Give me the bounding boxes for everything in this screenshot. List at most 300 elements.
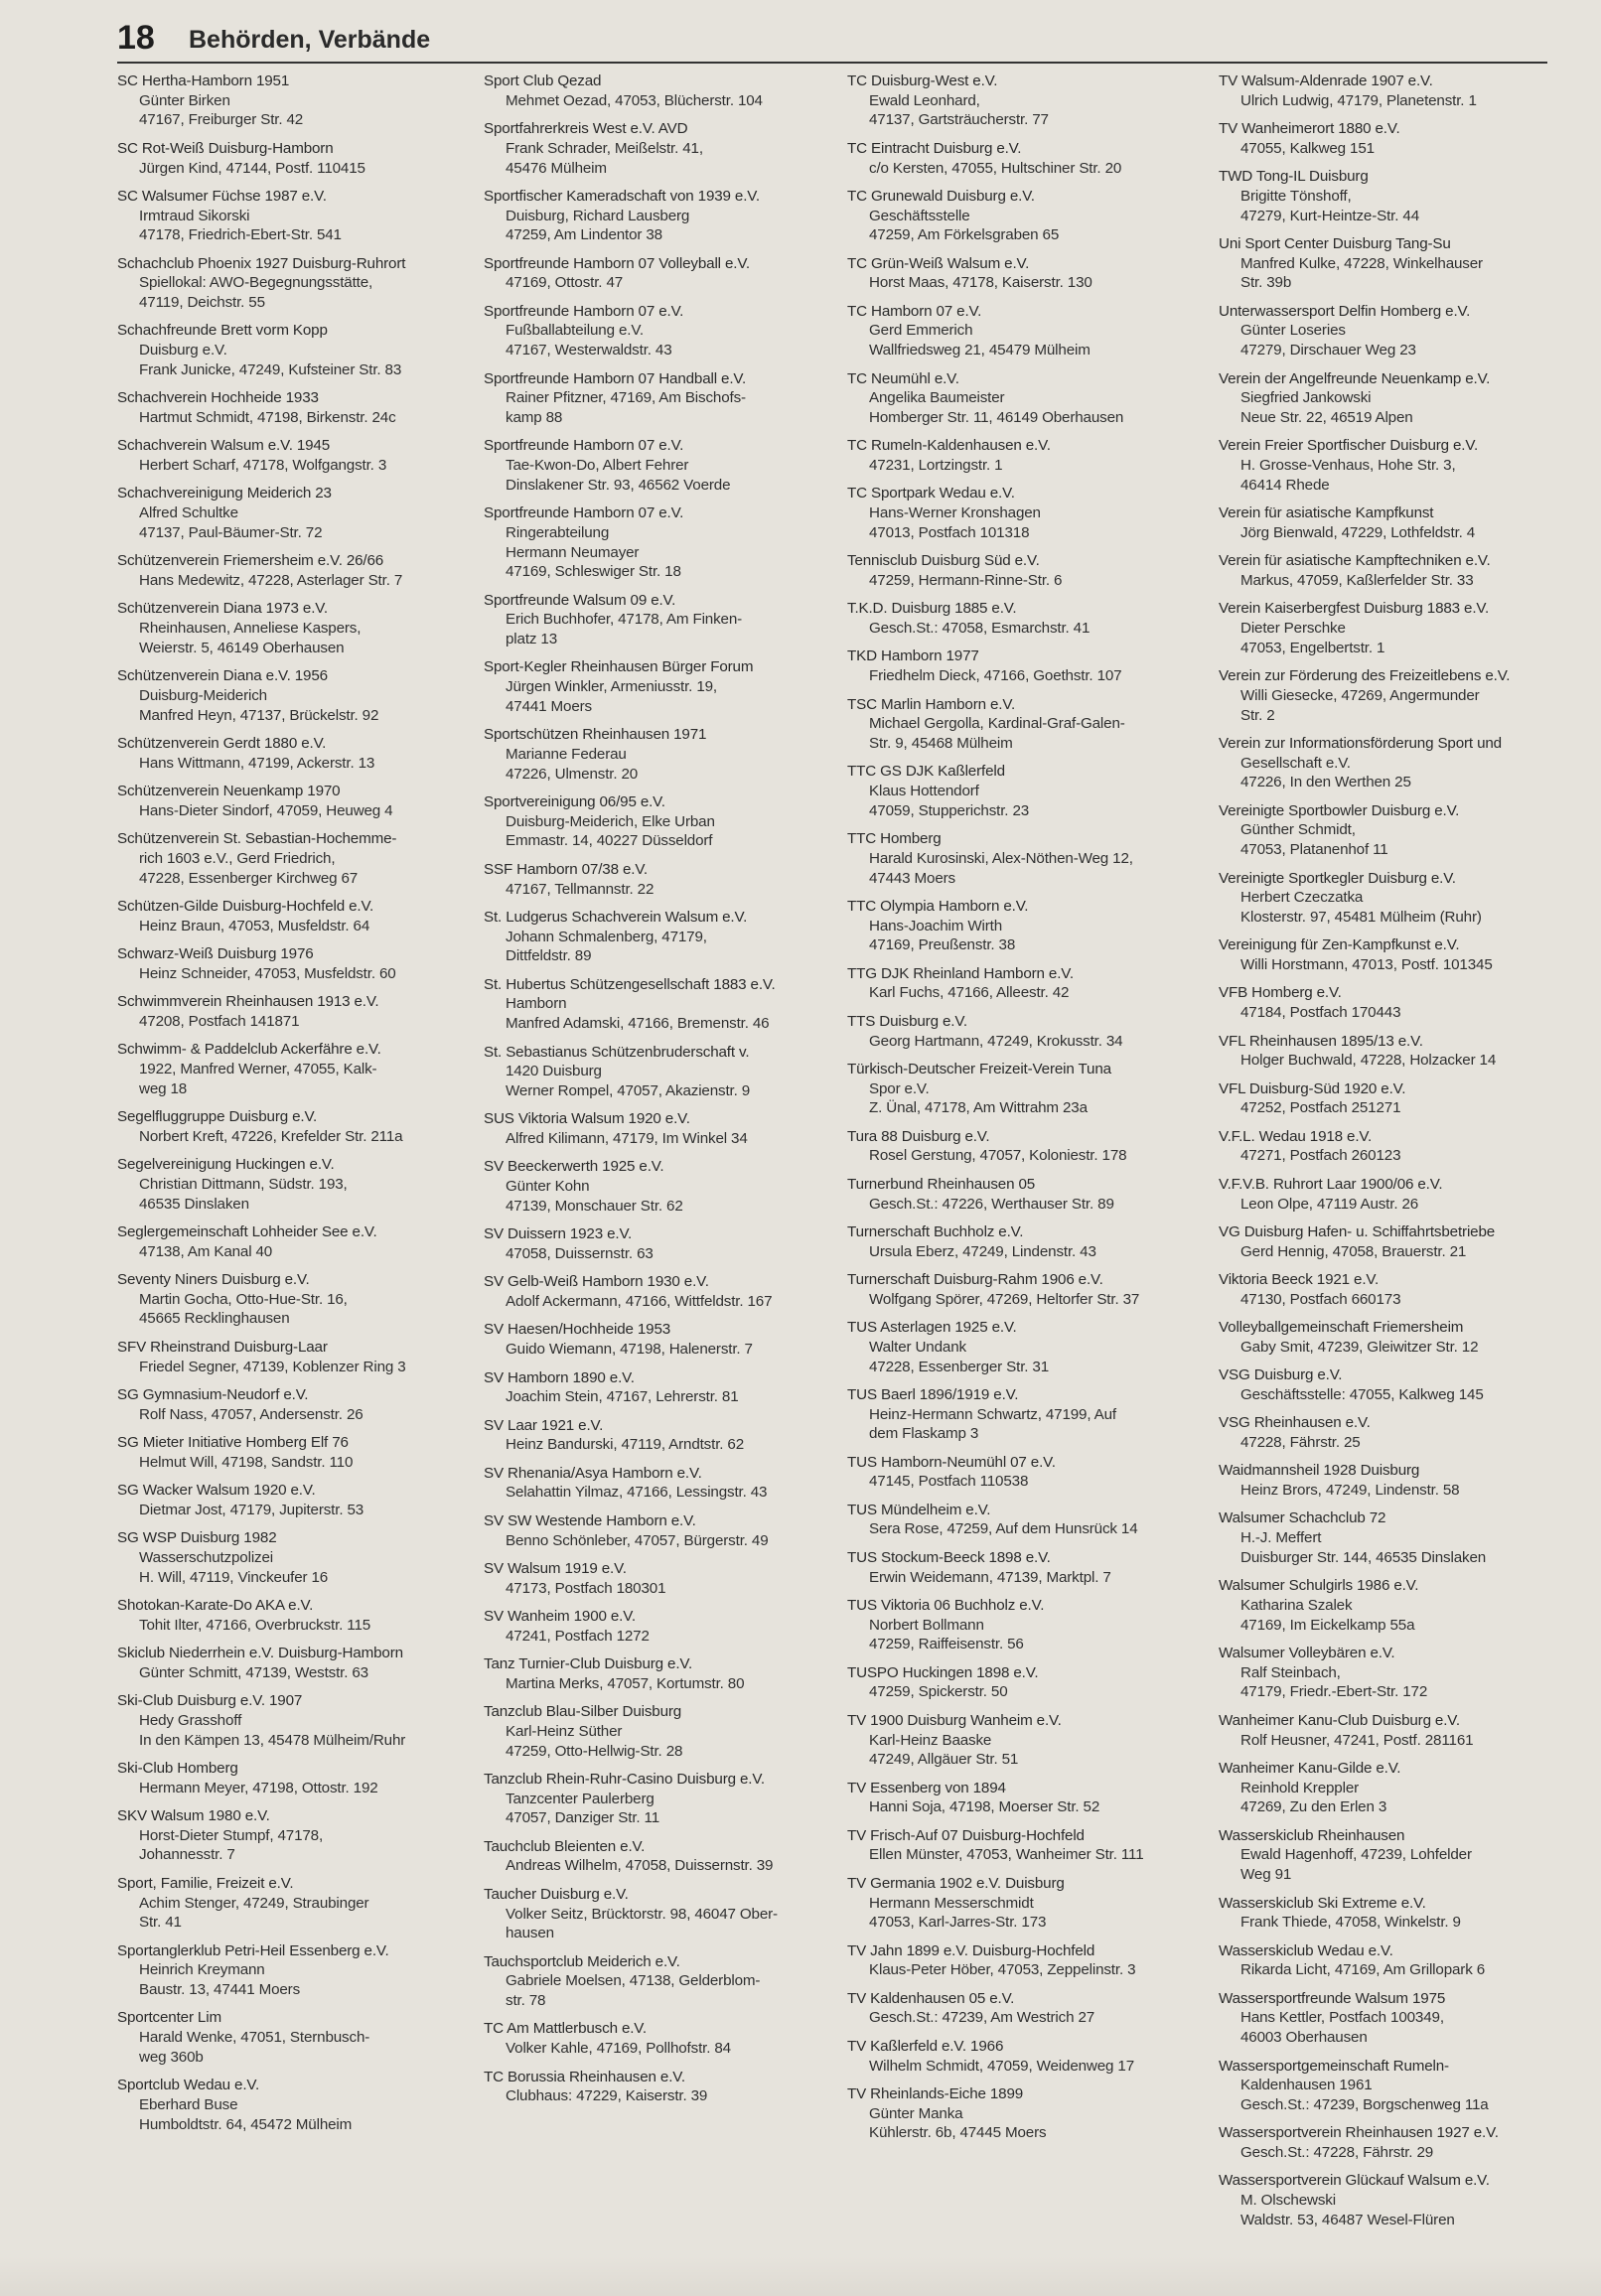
directory-entry — [847, 695, 1195, 754]
organization-name: Schützen-Gilde Duisburg-Hochfeld e.V. — [117, 897, 374, 915]
entry-detail-line: Gesch.St.: 47239, Am Westrich 27 — [869, 2009, 1095, 2027]
directory-entry — [484, 1272, 831, 1311]
entry-detail-line: Wilhelm Schmidt, 47059, Weidenweg 17 — [869, 2057, 1134, 2075]
organization-name: Sportfischer Kameradschaft von 1939 e.V. — [484, 187, 760, 205]
entry-detail-line: Hans-Dieter Sindorf, 47059, Heuweg 4 — [139, 801, 393, 819]
directory-entry — [117, 1691, 465, 1750]
entry-detail-line: 1922, Manfred Werner, 47055, Kalk- — [139, 1060, 377, 1077]
organization-name: TUS Stockum-Beeck 1898 e.V. — [847, 1548, 1051, 1566]
entry-detail-line: weg 360b — [139, 2048, 204, 2066]
organization-name: SV Walsum 1919 e.V. — [484, 1559, 627, 1577]
organization-name: Walsumer Schachclub 72 — [1219, 1509, 1386, 1527]
directory-entry — [1219, 1576, 1566, 1635]
entry-detail-line: Dieter Perschke — [1240, 620, 1346, 638]
directory-entry — [117, 321, 465, 379]
organization-name: SFV Rheinstrand Duisburg-Laar — [117, 1338, 328, 1356]
entry-detail-line: Karl-Heinz Süther — [506, 1722, 623, 1740]
entry-detail-line: Horst-Dieter Stumpf, 47178, — [139, 1826, 324, 1844]
organization-name: Tanzclub Blau-Silber Duisburg — [484, 1703, 682, 1721]
entry-detail-line: Gesch.St.: 47239, Borgschenweg 11a — [1240, 2095, 1489, 2113]
organization-name: SV Gelb-Weiß Hamborn 1930 e.V. — [484, 1273, 709, 1291]
entry-detail-line: Benno Schönleber, 47057, Bürgerstr. 49 — [506, 1531, 769, 1549]
entry-detail-line: 46535 Dinslaken — [139, 1195, 249, 1213]
directory-entry — [484, 591, 831, 649]
directory-entry — [1219, 599, 1566, 657]
entry-detail-line: Hans Wittmann, 47199, Ackerstr. 13 — [139, 754, 375, 772]
entry-detail-line: Hans Medewitz, 47228, Asterlager Str. 7 — [139, 571, 403, 589]
entry-detail-line: 47226, Ulmenstr. 20 — [506, 765, 639, 783]
directory-entry — [117, 388, 465, 427]
organization-name: TC Borussia Rheinhausen e.V. — [484, 2068, 685, 2085]
section-title: Behörden, Verbände — [189, 26, 431, 54]
organization-name: Sportvereinigung 06/95 e.V. — [484, 793, 665, 811]
entry-detail-line: Heinz Schneider, 47053, Musfeldstr. 60 — [139, 964, 396, 982]
entry-detail-line: Guido Wiemann, 47198, Halenerstr. 7 — [506, 1341, 753, 1359]
entry-detail-line: Humboldtstr. 64, 45472 Mülheim — [139, 2115, 353, 2133]
entry-detail-line: 47259, Raiffeisenstr. 56 — [869, 1636, 1024, 1653]
organization-name: Schachverein Walsum e.V. 1945 — [117, 437, 331, 455]
organization-name: TC Grunewald Duisburg e.V. — [847, 187, 1035, 205]
organization-name: Sportcenter Lim — [117, 2009, 221, 2027]
entry-detail-line: Rikarda Licht, 47169, Am Grillopark 6 — [1240, 1961, 1486, 1979]
directory-entry — [484, 1702, 831, 1761]
directory-column-3 — [847, 72, 1195, 2152]
organization-name: Tauchsportclub Meiderich e.V. — [484, 1952, 680, 1970]
directory-entry — [484, 369, 831, 428]
organization-name: TUS Hamborn-Neumühl 07 e.V. — [847, 1453, 1056, 1471]
entry-detail-line: 47179, Friedr.-Ebert-Str. 172 — [1240, 1683, 1428, 1701]
entry-detail-line: Str. 2 — [1240, 706, 1275, 724]
organization-name: SV Rhenania/Asya Hamborn e.V. — [484, 1464, 702, 1482]
organization-name: Turnerschaft Buchholz e.V. — [847, 1222, 1024, 1240]
directory-entry — [117, 734, 465, 773]
organization-name: Waidmannsheil 1928 Duisburg — [1219, 1462, 1420, 1480]
organization-name: Vereinigung für Zen-Kampfkunst e.V. — [1219, 936, 1460, 954]
entry-detail-line: 47137, Paul-Bäumer-Str. 72 — [139, 523, 323, 541]
directory-entry — [847, 1060, 1195, 1118]
directory-entry — [847, 551, 1195, 590]
organization-name: Sport Club Qezad — [484, 72, 602, 89]
organization-name: Seglergemeinschaft Lohheider See e.V. — [117, 1222, 377, 1240]
entry-detail-line: Ewald Hagenhoff, 47239, Lohfelder — [1240, 1846, 1472, 1864]
directory-entry — [847, 254, 1195, 293]
directory-entry — [117, 1433, 465, 1472]
entry-detail-line: 47169, Preußenstr. 38 — [869, 936, 1016, 954]
directory-entry — [484, 1224, 831, 1263]
entry-detail-line: Hermann Meyer, 47198, Ottostr. 192 — [139, 1779, 378, 1796]
directory-entry — [1219, 1711, 1566, 1750]
organization-name: TUSPO Huckingen 1898 e.V. — [847, 1663, 1039, 1681]
directory-entry — [1219, 1989, 1566, 2048]
organization-name: Wasserskiclub Wedau e.V. — [1219, 1941, 1393, 1959]
directory-entry — [117, 551, 465, 590]
entry-detail-line: Markus, 47059, Kaßlerfelder Str. 33 — [1240, 571, 1474, 589]
entry-detail-line: Jürgen Winkler, Armeniusstr. 19, — [506, 678, 717, 696]
entry-detail-line: 47057, Danziger Str. 11 — [506, 1809, 659, 1827]
entry-detail-line: kamp 88 — [506, 408, 563, 426]
directory-entry — [1219, 1127, 1566, 1166]
directory-entry — [847, 484, 1195, 542]
directory-entry — [1219, 666, 1566, 725]
organization-name: Vereinigte Sportbowler Duisburg e.V. — [1219, 801, 1460, 819]
directory-entry — [117, 1385, 465, 1424]
directory-entry — [484, 1607, 831, 1646]
entry-detail-line: 45476 Mülheim — [506, 159, 607, 177]
organization-name: Ski-Club Duisburg e.V. 1907 — [117, 1692, 303, 1710]
entry-detail-line: Spiellokal: AWO-Begegnungsstätte, — [139, 274, 373, 292]
directory-entry — [1219, 1894, 1566, 1933]
directory-entry — [847, 964, 1195, 1003]
entry-detail-line: 47173, Postfach 180301 — [506, 1579, 666, 1597]
directory-entry — [117, 484, 465, 542]
organization-name: TC Rumeln-Kaldenhausen e.V. — [847, 437, 1051, 455]
entry-detail-line: Spor e.V. — [869, 1079, 930, 1097]
entry-detail-line: Rheinhausen, Anneliese Kaspers, — [139, 620, 362, 638]
organization-name: Schachfreunde Brett vorm Kopp — [117, 322, 328, 340]
organization-name: Wassersportfreunde Walsum 1975 — [1219, 1989, 1446, 2007]
organization-name: Schützenverein Friemersheim e.V. 26/66 — [117, 552, 384, 570]
entry-detail-line: Günter Kohn — [506, 1178, 590, 1196]
directory-entry — [117, 829, 465, 888]
entry-detail-line: 47138, Am Kanal 40 — [139, 1242, 273, 1260]
organization-name: TV Wanheimerort 1880 e.V. — [1219, 120, 1400, 138]
entry-detail-line: Hamborn — [506, 995, 567, 1013]
organization-name: Wanheimer Kanu-Club Duisburg e.V. — [1219, 1711, 1460, 1729]
organization-name: TKD Hamborn 1977 — [847, 647, 979, 665]
directory-entry — [117, 1155, 465, 1214]
entry-detail-line: Gesch.St.: 47226, Werthauser Str. 89 — [869, 1195, 1114, 1213]
organization-name: Vereinigte Sportkegler Duisburg e.V. — [1219, 869, 1456, 887]
entry-detail-line: Hanni Soja, 47198, Moerser Str. 52 — [869, 1798, 1100, 1816]
entry-detail-line: Norbert Bollmann — [869, 1616, 984, 1634]
organization-name: TV Germania 1902 e.V. Duisburg — [847, 1874, 1065, 1892]
entry-detail-line: Rainer Pfitzner, 47169, Am Bischofs- — [506, 389, 746, 407]
directory-entry — [847, 1270, 1195, 1309]
entry-detail-line: M. Olschewski — [1240, 2192, 1336, 2210]
organization-name: Schützenverein St. Sebastian-Hochemme- — [117, 830, 397, 848]
organization-name: Wassersportgemeinschaft Rumeln- — [1219, 2057, 1449, 2075]
entry-detail-line: Michael Gergolla, Kardinal-Graf-Galen- — [869, 715, 1125, 733]
entry-detail-line: Wasserschutzpolizei — [139, 1548, 274, 1566]
entry-detail-line: Hermann Neumayer — [506, 543, 640, 561]
entry-detail-line: Rolf Nass, 47057, Andersenstr. 26 — [139, 1405, 364, 1423]
organization-name: Verein für asiatische Kampfkunst — [1219, 504, 1434, 522]
organization-name: SV Hamborn 1890 e.V. — [484, 1368, 635, 1386]
entry-detail-line: Herbert Czeczatka — [1240, 889, 1364, 907]
organization-name: SSF Hamborn 07/38 e.V. — [484, 860, 648, 878]
entry-detail-line: Ellen Münster, 47053, Wanheimer Str. 111 — [869, 1846, 1144, 1864]
directory-entry — [484, 1952, 831, 2011]
directory-entry — [1219, 734, 1566, 792]
organization-name: Tauchclub Bleienten e.V. — [484, 1837, 646, 1855]
entry-detail-line: Ursula Eberz, 47249, Lindenstr. 43 — [869, 1242, 1096, 1260]
entry-detail-line: 47228, Essenberger Kirchweg 67 — [139, 869, 359, 887]
directory-entry — [484, 1559, 831, 1598]
entry-detail-line: Emmastr. 14, 40227 Düsseldorf — [506, 832, 713, 850]
entry-detail-line: Katharina Szalek — [1240, 1596, 1353, 1614]
entry-detail-line: Jörg Bienwald, 47229, Lothfeldstr. 4 — [1240, 523, 1476, 541]
directory-entry — [117, 254, 465, 313]
entry-detail-line: dem Flaskamp 3 — [869, 1425, 979, 1443]
entry-detail-line: Weg 91 — [1240, 1866, 1292, 1884]
directory-entry — [847, 1127, 1195, 1166]
directory-entry — [1219, 1759, 1566, 1817]
directory-entry — [1219, 801, 1566, 860]
page-number: 18 — [117, 19, 155, 57]
organization-name: Unterwassersport Delfin Homberg e.V. — [1219, 302, 1471, 320]
entry-detail-line: Wallfriedsweg 21, 45479 Mülheim — [869, 342, 1091, 359]
organization-name: TTC Olympia Hamborn e.V. — [847, 897, 1029, 915]
entry-detail-line: 47259, Am Förkelsgraben 65 — [869, 226, 1060, 244]
entry-detail-line: Sera Rose, 47259, Auf dem Hunsrück 14 — [869, 1520, 1138, 1538]
directory-entry — [1219, 503, 1566, 542]
directory-entry — [484, 1416, 831, 1455]
directory-entry — [117, 1107, 465, 1146]
organization-name: Volleyballgemeinschaft Friemersheim — [1219, 1319, 1464, 1337]
entry-detail-line: platz 13 — [506, 631, 557, 648]
organization-name: TUS Baerl 1896/1919 e.V. — [847, 1385, 1019, 1403]
entry-detail-line: c/o Kersten, 47055, Hultschiner Str. 20 — [869, 159, 1122, 177]
entry-detail-line: Harald Kurosinski, Alex-Nöthen-Weg 12, — [869, 849, 1133, 867]
organization-name: Wassersportverein Glückauf Walsum e.V. — [1219, 2172, 1490, 2190]
entry-detail-line: Geschäftsstelle — [869, 207, 970, 224]
organization-name: Segelfluggruppe Duisburg e.V. — [117, 1108, 318, 1126]
directory-entry — [117, 666, 465, 725]
entry-detail-line: 45665 Recklinghausen — [139, 1310, 290, 1328]
organization-name: TC Neumühl e.V. — [847, 369, 959, 387]
directory-entry — [847, 187, 1195, 245]
organization-name: Verein zur Förderung des Freizeitlebens e.V. — [1219, 667, 1511, 685]
entry-detail-line: 47259, Am Lindentor 38 — [506, 226, 662, 244]
organization-name: TTS Duisburg e.V. — [847, 1012, 967, 1030]
entry-detail-line: Str. 9, 45468 Mülheim — [869, 734, 1013, 752]
directory-entry — [117, 2008, 465, 2067]
entry-detail-line: Gesch.St.: 47228, Fährstr. 29 — [1240, 2144, 1434, 2162]
directory-entry — [117, 1222, 465, 1261]
directory-entry — [117, 436, 465, 475]
entry-detail-line: Friedhelm Dieck, 47166, Goethstr. 107 — [869, 667, 1122, 685]
organization-name: Schwimm- & Paddelclub Ackerfähre e.V. — [117, 1041, 381, 1059]
entry-detail-line: Dinslakener Str. 93, 46562 Voerde — [506, 476, 731, 494]
organization-name: Verein Kaiserbergfest Duisburg 1883 e.V. — [1219, 600, 1490, 618]
organization-name: TV Rheinlands-Eiche 1899 — [847, 2084, 1024, 2102]
organization-name: Skiclub Niederrhein e.V. Duisburg-Hamborn — [117, 1645, 403, 1662]
entry-detail-line: Gaby Smit, 47239, Gleiwitzer Str. 12 — [1240, 1338, 1479, 1356]
directory-entry — [847, 762, 1195, 820]
organization-name: TV Kaßlerfeld e.V. 1966 — [847, 2037, 1004, 2055]
organization-name: Sportfreunde Hamborn 07 e.V. — [484, 437, 684, 455]
directory-entry — [847, 1175, 1195, 1214]
entry-detail-line: Brigitte Tönshoff, — [1240, 187, 1352, 205]
entry-detail-line: Tanzcenter Paulerberg — [506, 1790, 655, 1807]
organization-name: SC Rot-Weiß Duisburg-Hamborn — [117, 139, 334, 157]
entry-detail-line: 47226, In den Werthen 25 — [1240, 774, 1411, 791]
directory-entry — [847, 1318, 1195, 1376]
entry-detail-line: Str. 41 — [139, 1914, 182, 1932]
organization-name: Taucher Duisburg e.V. — [484, 1885, 629, 1903]
directory-entry — [847, 1012, 1195, 1051]
entry-detail-line: 47279, Kurt-Heintze-Str. 44 — [1240, 207, 1419, 224]
directory-entry — [484, 1654, 831, 1693]
entry-detail-line: Ringerabteilung — [506, 523, 610, 541]
directory-entry — [1219, 369, 1566, 428]
organization-name: SV Laar 1921 e.V. — [484, 1416, 604, 1434]
organization-name: Wanheimer Kanu-Gilde e.V. — [1219, 1759, 1401, 1777]
organization-name: SKV Walsum 1980 e.V. — [117, 1807, 270, 1825]
entry-detail-line: Hedy Grasshoff — [139, 1711, 242, 1729]
organization-name: VFB Homberg e.V. — [1219, 984, 1342, 1002]
directory-entry — [847, 1385, 1195, 1444]
entry-detail-line: Str. 39b — [1240, 274, 1292, 292]
directory-entry — [847, 72, 1195, 130]
entry-detail-line: Gerd Hennig, 47058, Brauerstr. 21 — [1240, 1242, 1467, 1260]
organization-name: Wassersportverein Rheinhausen 1927 e.V. — [1219, 2124, 1499, 2142]
entry-detail-line: Duisburg-Meiderich — [139, 686, 267, 704]
organization-name: Segelvereinigung Huckingen e.V. — [117, 1156, 335, 1174]
organization-name: VSG Duisburg e.V. — [1219, 1366, 1343, 1384]
directory-entry — [847, 1826, 1195, 1865]
directory-entry — [1219, 1079, 1566, 1118]
entry-detail-line: Heinrich Kreymann — [139, 1961, 265, 1979]
entry-detail-line: Siegfried Jankowski — [1240, 389, 1372, 407]
organization-name: SG Wacker Walsum 1920 e.V. — [117, 1482, 316, 1500]
directory-entry — [847, 1453, 1195, 1492]
entry-detail-line: Kühlerstr. 6b, 47445 Moers — [869, 2124, 1047, 2142]
directory-entry — [484, 119, 831, 178]
entry-detail-line: Duisburg-Meiderich, Elke Urban — [506, 812, 715, 830]
organization-name: Verein für asiatische Kampftechniken e.V. — [1219, 552, 1491, 570]
organization-name: SV Duissern 1923 e.V. — [484, 1225, 633, 1243]
entry-detail-line: Klosterstr. 97, 45481 Mülheim (Ruhr) — [1240, 908, 1482, 926]
organization-name: TC Sportpark Wedau e.V. — [847, 485, 1015, 502]
entry-detail-line: 47053, Karl-Jarres-Str. 173 — [869, 1914, 1047, 1932]
entry-detail-line: Erich Buchhofer, 47178, Am Finken- — [506, 611, 743, 629]
organization-name: TSC Marlin Hamborn e.V. — [847, 695, 1016, 713]
organization-name: TC Hamborn 07 e.V. — [847, 302, 982, 320]
organization-name: TTC Homberg — [847, 830, 942, 848]
directory-entry — [1219, 551, 1566, 590]
directory-entry — [484, 72, 831, 110]
organization-name: Schwimmverein Rheinhausen 1913 e.V. — [117, 993, 379, 1011]
entry-detail-line: 47167, Westerwaldstr. 43 — [506, 342, 672, 359]
entry-detail-line: Willi Horstmann, 47013, Postf. 101345 — [1240, 956, 1493, 974]
organization-name: TC Grün-Weiß Walsum e.V. — [847, 254, 1030, 272]
entry-detail-line: 47055, Kalkweg 151 — [1240, 139, 1375, 157]
entry-detail-line: Gesch.St.: 47058, Esmarchstr. 41 — [869, 620, 1091, 638]
directory-entry — [847, 1663, 1195, 1702]
entry-detail-line: 47169, Schleswiger Str. 18 — [506, 563, 681, 581]
directory-entry — [117, 1338, 465, 1376]
organization-name: Ski-Club Homberg — [117, 1759, 238, 1777]
entry-detail-line: Holger Buchwald, 47228, Holzacker 14 — [1240, 1052, 1497, 1070]
entry-detail-line: Horst Maas, 47178, Kaiserstr. 130 — [869, 274, 1092, 292]
entry-detail-line: Manfred Adamski, 47166, Bremenstr. 46 — [506, 1015, 770, 1033]
entry-detail-line: Adolf Ackermann, 47166, Wittfeldstr. 167 — [506, 1293, 773, 1311]
entry-detail-line: Georg Hartmann, 47249, Krokusstr. 34 — [869, 1032, 1123, 1050]
organization-name: TV Frisch-Auf 07 Duisburg-Hochfeld — [847, 1826, 1085, 1844]
directory-entry — [484, 1320, 831, 1359]
entry-detail-line: Weierstr. 5, 46149 Oberhausen — [139, 639, 345, 656]
directory-entry — [847, 897, 1195, 955]
entry-detail-line: 47139, Monschauer Str. 62 — [506, 1197, 683, 1215]
directory-entry — [847, 1596, 1195, 1654]
entry-detail-line: 47228, Fährstr. 25 — [1240, 1433, 1361, 1451]
organization-name: St. Ludgerus Schachverein Walsum e.V. — [484, 908, 748, 926]
entry-detail-line: Manfred Kulke, 47228, Winkelhauser — [1240, 254, 1483, 272]
entry-detail-line: Baustr. 13, 47441 Moers — [139, 1981, 301, 1999]
entry-detail-line: Hermann Messerschmidt — [869, 1894, 1034, 1912]
entry-detail-line: 46414 Rhede — [1240, 476, 1330, 494]
directory-entry — [484, 1837, 831, 1876]
entry-detail-line: 46003 Oberhausen — [1240, 2029, 1368, 2047]
organization-name: Wasserskiclub Ski Extreme e.V. — [1219, 1894, 1426, 1912]
directory-entry — [484, 975, 831, 1034]
organization-name: SV Beeckerwerth 1925 e.V. — [484, 1158, 664, 1176]
entry-detail-line: Ewald Leonhard, — [869, 91, 980, 109]
entry-detail-line: In den Kämpen 13, 45478 Mülheim/Ruhr — [139, 1731, 406, 1749]
entry-detail-line: 47058, Duissernstr. 63 — [506, 1244, 654, 1262]
directory-entry — [117, 1759, 465, 1797]
entry-detail-line: Duisburg, Richard Lausberg — [506, 207, 690, 224]
entry-detail-line: Frank Schrader, Meißelstr. 41, — [506, 139, 703, 157]
entry-detail-line: 47059, Stupperichstr. 23 — [869, 801, 1030, 819]
directory-entry — [1219, 2123, 1566, 2162]
organization-name: TTG DJK Rheinland Hamborn e.V. — [847, 964, 1074, 982]
entry-detail-line: Walter Undank — [869, 1338, 966, 1356]
organization-name: Türkisch-Deutscher Freizeit-Verein Tuna — [847, 1060, 1111, 1077]
directory-column-2 — [484, 72, 831, 2115]
organization-name: TC Am Mattlerbusch e.V. — [484, 2020, 647, 2038]
organization-name: SG WSP Duisburg 1982 — [117, 1529, 277, 1547]
entry-detail-line: 47269, Zu den Erlen 3 — [1240, 1798, 1387, 1816]
directory-entry — [117, 1806, 465, 1865]
entry-detail-line: Wolfgang Spörer, 47269, Heltorfer Str. 37 — [869, 1290, 1140, 1308]
organization-name: VG Duisburg Hafen- u. Schiffahrtsbetriebe — [1219, 1222, 1496, 1240]
organization-name: Sportfahrerkreis West e.V. AVD — [484, 120, 688, 138]
entry-detail-line: Duisburger Str. 144, 46535 Dinslaken — [1240, 1548, 1487, 1566]
entry-detail-line: Gesellschaft e.V. — [1240, 754, 1351, 772]
directory-entry — [484, 860, 831, 899]
organization-name: SG Mieter Initiative Homberg Elf 76 — [117, 1433, 349, 1451]
entry-detail-line: Fußballabteilung e.V. — [506, 322, 644, 340]
organization-name: Tanz Turnier-Club Duisburg e.V. — [484, 1655, 693, 1673]
directory-entry — [847, 369, 1195, 428]
organization-name: Sportschützen Rheinhausen 1971 — [484, 726, 707, 744]
entry-detail-line: Mehmet Oezad, 47053, Blücherstr. 104 — [506, 91, 763, 109]
directory-entry — [1219, 1270, 1566, 1309]
directory-entry — [117, 1874, 465, 1933]
directory-column-1 — [117, 72, 465, 2143]
entry-detail-line: Norbert Kreft, 47226, Krefelder Str. 211a — [139, 1127, 403, 1145]
directory-entry — [484, 1770, 831, 1828]
entry-detail-line: Waldstr. 53, 46487 Wesel-Flüren — [1240, 2211, 1455, 2228]
organization-name: Sportfreunde Hamborn 07 e.V. — [484, 302, 684, 320]
directory-entry — [1219, 2057, 1566, 2115]
organization-name: Schachclub Phoenix 1927 Duisburg-Ruhrort — [117, 254, 406, 272]
entry-detail-line: str. 78 — [506, 1992, 546, 2010]
organization-name: TC Eintracht Duisburg e.V. — [847, 139, 1022, 157]
organization-name: TUS Asterlagen 1925 e.V. — [847, 1319, 1017, 1337]
entry-detail-line: Leon Olpe, 47119 Austr. 26 — [1240, 1195, 1419, 1213]
entry-detail-line: 47053, Platanenhof 11 — [1240, 841, 1388, 859]
entry-detail-line: Heinz Bandurski, 47119, Arndtstr. 62 — [506, 1436, 744, 1454]
directory-entry — [1219, 1222, 1566, 1261]
entry-detail-line: H. Will, 47119, Vinckeufer 16 — [139, 1568, 329, 1586]
entry-detail-line: Duisburg e.V. — [139, 342, 227, 359]
entry-detail-line: 47169, Im Eickelkamp 55a — [1240, 1616, 1415, 1634]
directory-entry — [117, 992, 465, 1031]
directory-entry — [1219, 1032, 1566, 1071]
